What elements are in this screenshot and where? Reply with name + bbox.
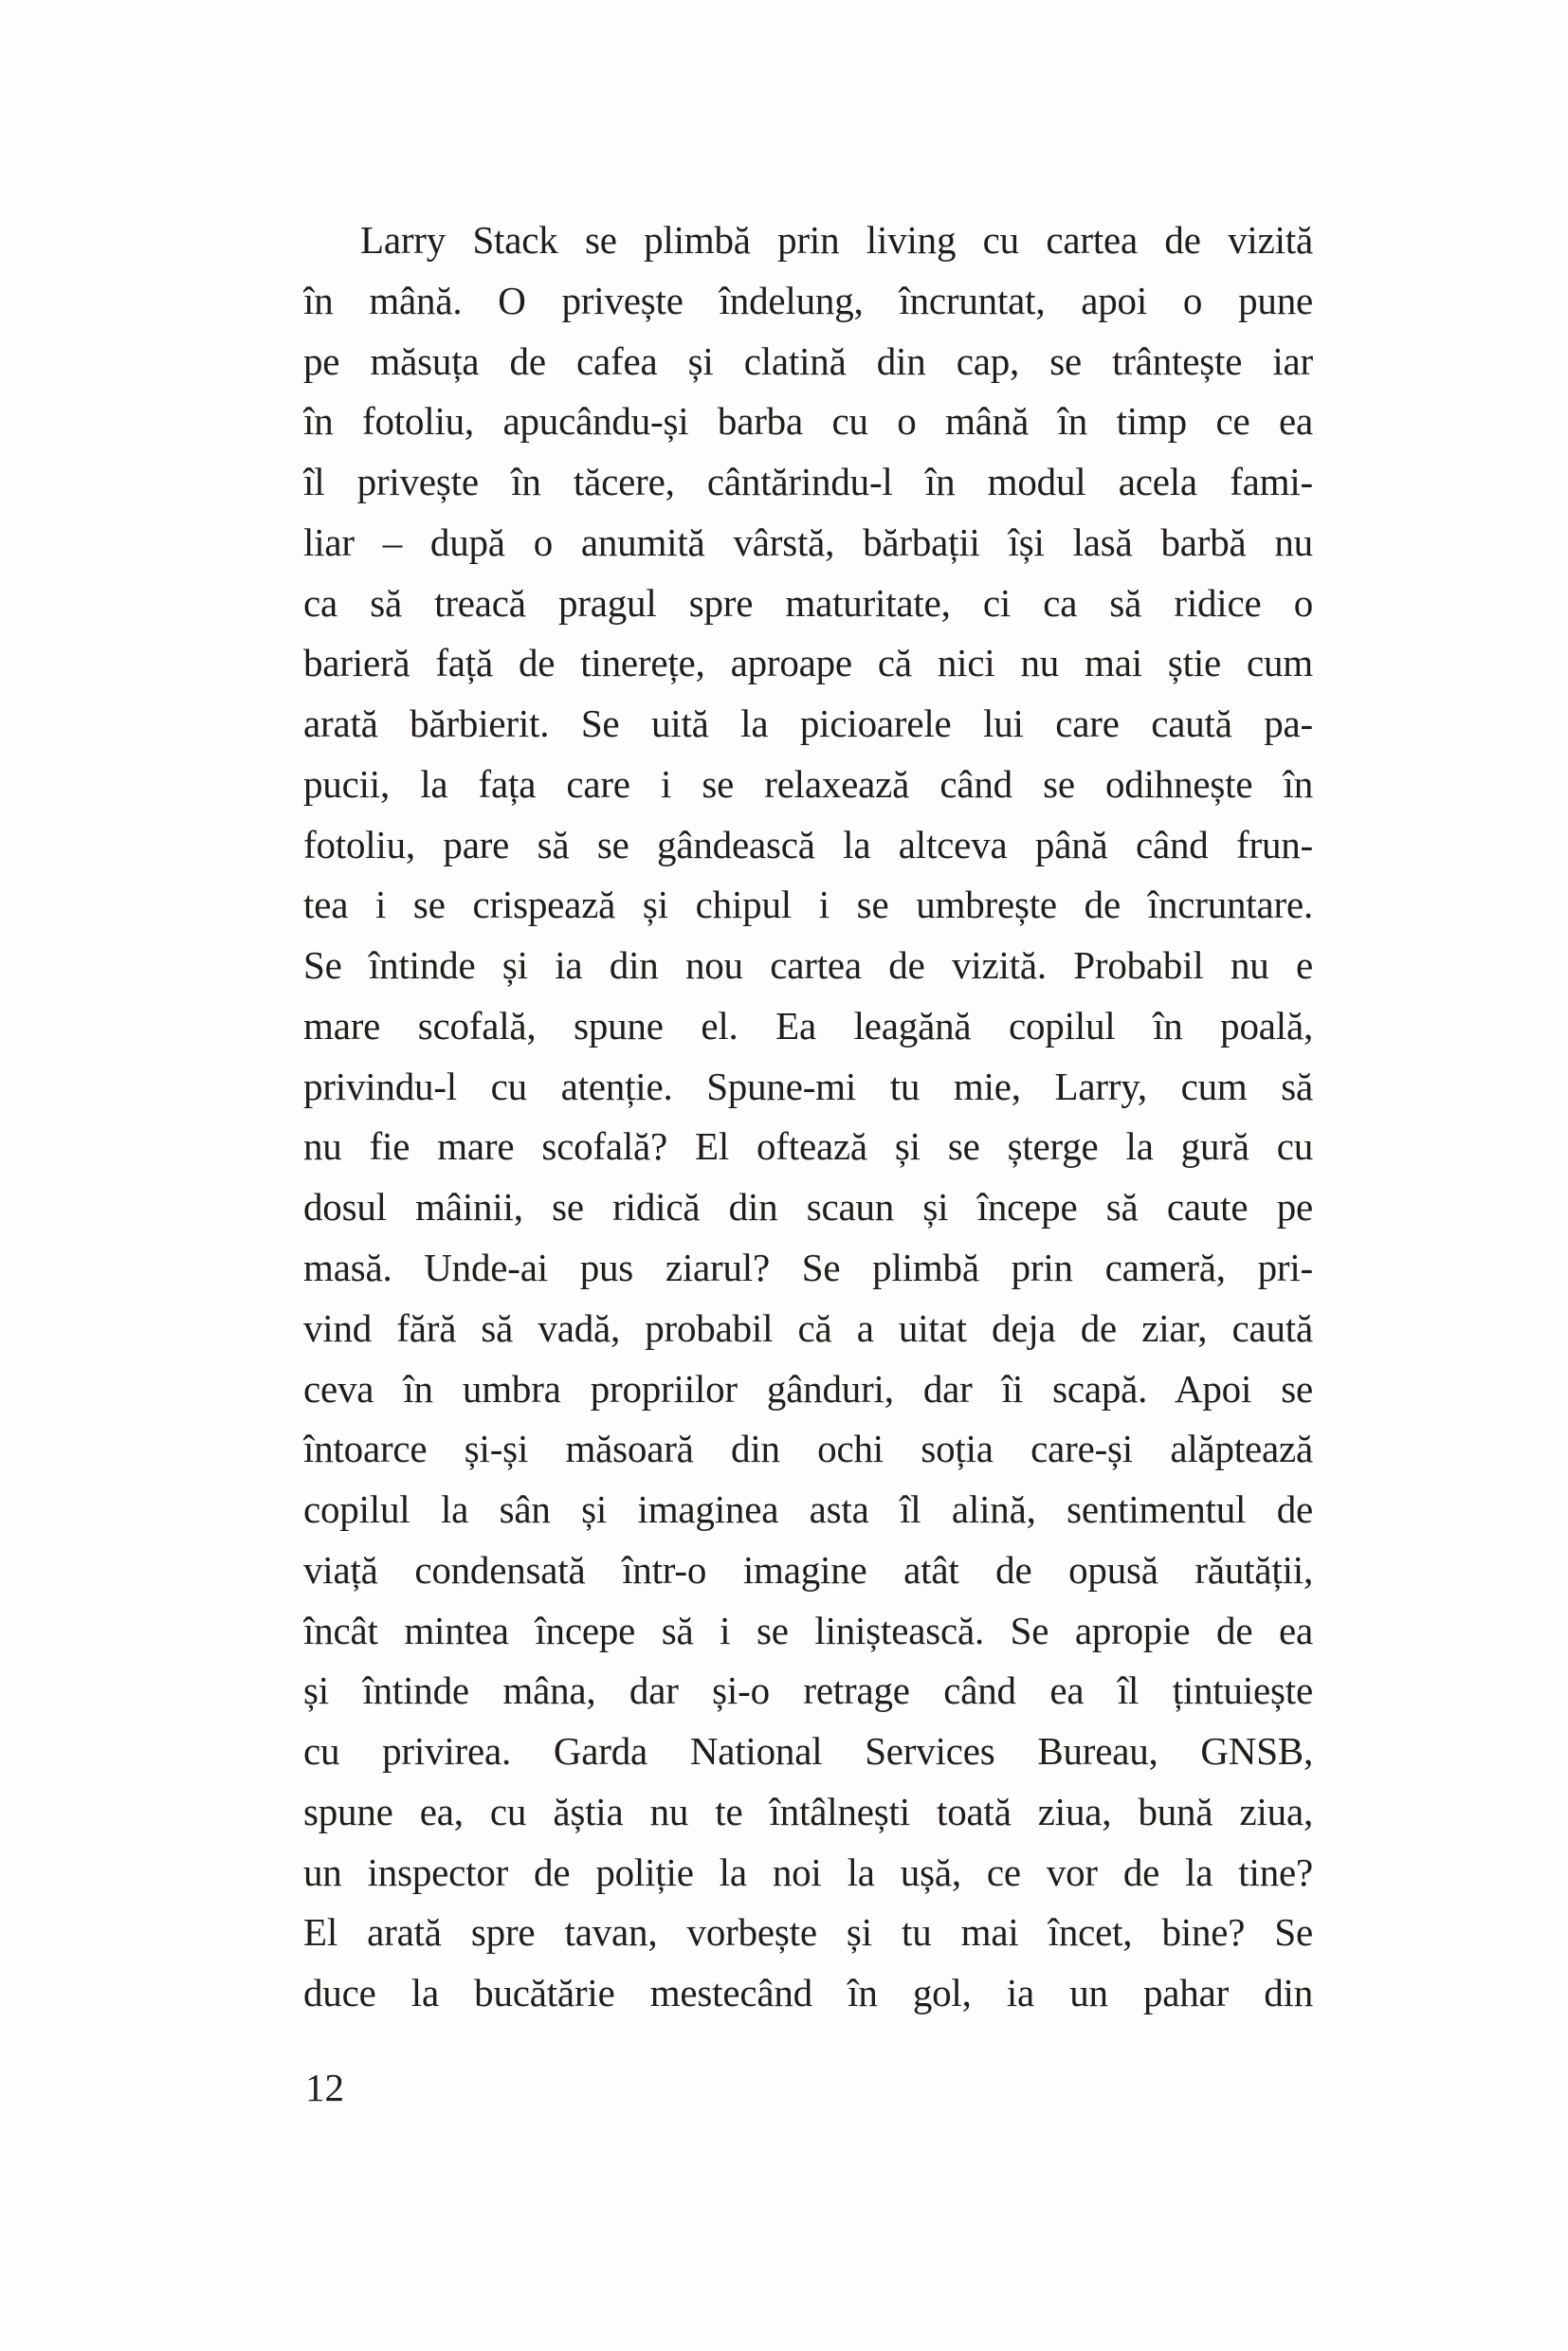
text-line: pe măsuța de cafea și clatină din cap, se trântește iar (303, 338, 1313, 383)
text-line: încât mintea începe să i se liniștească. Se apropie de ea (303, 1608, 1313, 1652)
text-line: masă. Unde-ai pus ziarul? Se plimbă prin cameră, pri- (303, 1246, 1313, 1290)
text-line: tea i se crispează și chipul i se umbrește de încruntare. (303, 883, 1313, 927)
text-line: El arată spre tavan, vorbește și tu mai încet, bine? Se (303, 1910, 1313, 1955)
paragraph-text (303, 210, 1313, 2024)
text-line: ceva în umbra propriilor gânduri, dar îi scapă. Apoi se (303, 1366, 1313, 1411)
text-line: în fotoliu, apucându-și barba cu o mână în timp ce ea (303, 399, 1313, 444)
text-line: viață condensată într-o imagine atât de opusă răutății, (303, 1547, 1313, 1592)
page-number: 12 (305, 2066, 344, 2109)
text-line: liar – după o anumită vârstă, bărbații își lasă barbă nu (303, 519, 1313, 564)
text-line: fotoliu, pare să se gândească la altceva până când frun- (303, 822, 1313, 866)
text-line: și întinde mâna, dar și-o retrage când ea îl țintuiește (303, 1668, 1313, 1713)
text-line: spune ea, cu ăștia nu te întâlnești toată ziua, bună ziua, (303, 1789, 1313, 1833)
text-line: pucii, la fața care i se relaxează când se odihnește în (303, 761, 1313, 806)
text-line: un inspector de poliție la noi la ușă, ce vor de la tine? (303, 1850, 1313, 1894)
text-line: Larry Stack se plimbă prin living cu cartea de vizită (360, 218, 1313, 262)
text-line: cu privirea. Garda National Services Bureau, GNSB, (303, 1729, 1313, 1774)
text-line: în mână. O privește îndelung, încruntat, apoi o pune (303, 278, 1313, 322)
text-line: Se întinde și ia din nou cartea de vizită. Probabil nu e (303, 943, 1313, 988)
text-line: privindu-l cu atenție. Spune-mi tu mie, Larry, cum să (303, 1064, 1313, 1108)
text-line: barieră față de tinerețe, aproape că nici nu mai știe cum (303, 641, 1313, 685)
text-line: dosul mâinii, se ridică din scaun și începe să caute pe (303, 1185, 1313, 1230)
text-line: duce la bucătărie mestecând în gol, ia un pahar din (303, 1971, 1313, 2015)
text-line: îl privește în tăcere, cântărindu-l în modul acela fami- (303, 460, 1313, 504)
text-line: ca să treacă pragul spre maturitate, ci ca să ridice o (303, 580, 1313, 625)
text-line: vind fără să vadă, probabil că a uitat deja de ziar, caută (303, 1305, 1313, 1350)
text-line: arată bărbierit. Se uită la picioarele lui care caută pa- (303, 702, 1313, 746)
text-line: mare scofală, spune el. Ea leagănă copilul în poală, (303, 1003, 1313, 1048)
text-line: întoarce și-și măsoară din ochi soția care-și alăptează (303, 1427, 1313, 1471)
text-line: nu fie mare scofală? El oftează și se șterge la gură cu (303, 1124, 1313, 1169)
text-line: copilul la sân și imaginea asta îl alină, sentimentul de (303, 1487, 1313, 1532)
